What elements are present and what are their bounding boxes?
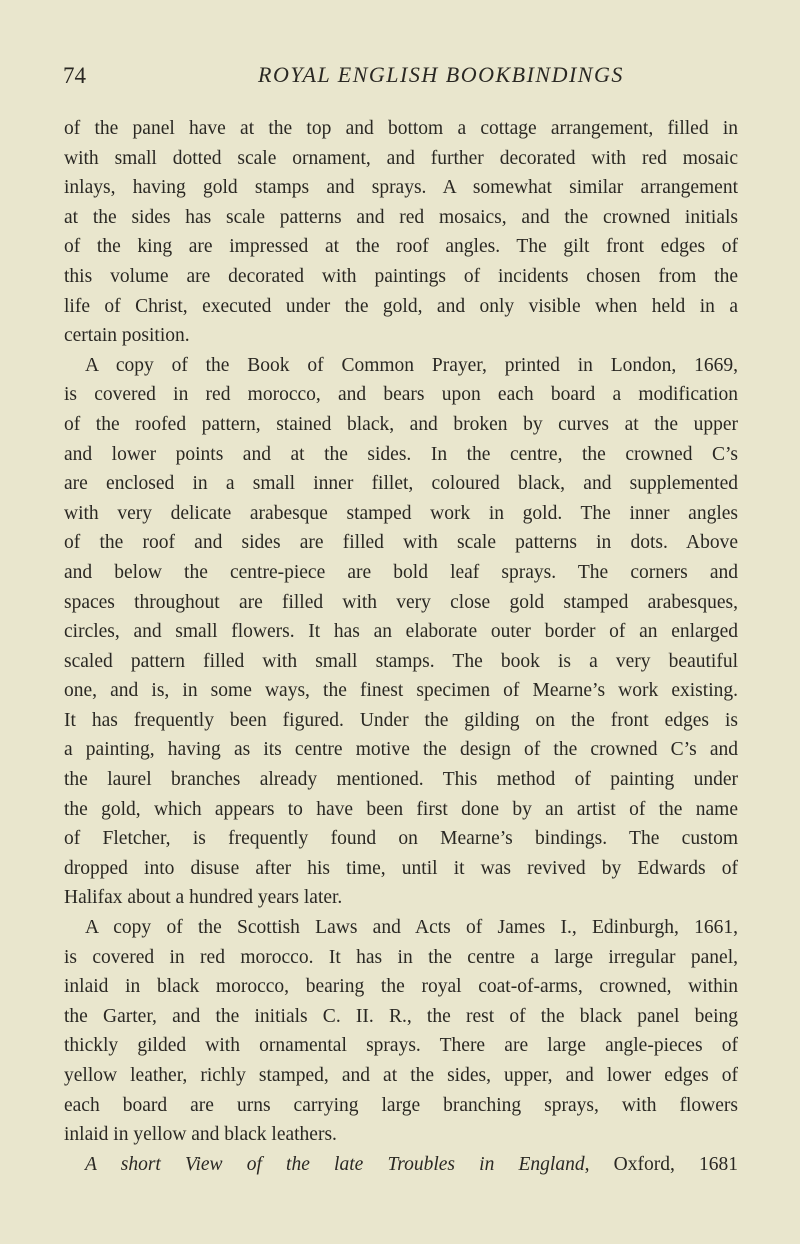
text-line: of Fletcher, is frequently found on Mearne’s bindings. The custom [64,828,738,850]
text-line: inlays, having gold stamps and sprays. A somewhat similar arrangement [64,177,738,199]
page-number: 74 [63,63,86,88]
text-line: spaces throughout are filled with very close gold stamped arabesques, [64,591,738,613]
text-line: is covered in red morocco. It has in the centre a large irregular panel, [64,946,738,968]
text-line: with very delicate arabesque stamped work in gold. The inner angles [64,502,738,524]
text-line: Halifax about a hundred years later. [64,887,343,909]
text-line: inlaid in yellow and black leathers. [64,1124,337,1146]
text-line: the Garter, and the initials C. II. R., the rest of the black panel being [64,1005,738,1027]
book-title-italic: A short View of the late Troubles in England [85,1153,585,1175]
text-line: of the roof and sides are filled with scale patterns in dots. Above [64,532,738,554]
final-line-rest: , Oxford, 1681 [584,1153,738,1175]
text-line: the laurel branches already mentioned. This method of painting under [64,769,738,791]
text-line: dropped into disuse after his time, until it was revived by Edwards of [64,857,738,879]
text-line: yellow leather, richly stamped, and at the sides, upper, and lower edges of [64,1065,738,1086]
text-line: of the roofed pattern, stained black, and broken by curves at the upper [64,413,738,435]
text-line: circles, and small flowers. It has an elaborate outer border of an enlarged [64,621,738,643]
text-line: this volume are decorated with paintings of incidents chosen from the [64,265,738,287]
text-line: life of Christ, executed under the gold, and only visible when held in a [64,295,738,317]
text-line: one, and is, in some ways, the finest specimen of Mearne’s work existing. [64,680,738,702]
text-line: scaled pattern filled with small stamps. The book is a very beautiful [64,650,738,672]
body-text [64,114,738,1179]
text-line: of the king are impressed at the roof angles. The gilt front edges of [64,236,738,258]
text-line: A copy of the Book of Common Prayer, printed in London, 1669, [85,354,738,376]
text-line: with small dotted scale ornament, and further decorated with red mosaic [64,147,738,169]
text-line: A copy of the Scottish Laws and Acts of James I., Edinburgh, 1661, [85,917,738,939]
text-line: is covered in red morocco, and bears upon each board a modification [64,384,738,406]
text-line: and lower points and at the sides. In the centre, the crowned C’s [64,443,738,465]
text-line: the gold, which appears to have been first done by an artist of the name [64,798,738,820]
text-line: of the panel have at the top and bottom a cottage arrangement, filled in [64,118,738,139]
text-line: at the sides has scale patterns and red mosaics, and the crowned initials [64,206,738,228]
final-text-line [64,1150,738,1180]
text-line: and below the centre-piece are bold leaf sprays. The corners and [64,561,738,583]
text-line: certain position. [64,325,190,347]
text-line: each board are urns carrying large branching sprays, with flowers [64,1094,738,1116]
running-title: ROYAL ENGLISH BOOKBINDINGS [258,62,624,87]
text-line: a painting, having as its centre motive the design of the crowned C’s and [64,739,738,761]
text-line: thickly gilded with ornamental sprays. There are large angle-pieces of [64,1035,738,1057]
text-line: It has frequently been figured. Under the gilding on the front edges is [64,709,738,731]
text-line: are enclosed in a small inner fillet, coloured black, and supplemented [64,473,738,495]
text-line: inlaid in black morocco, bearing the royal coat-of-arms, crowned, within [64,976,738,998]
